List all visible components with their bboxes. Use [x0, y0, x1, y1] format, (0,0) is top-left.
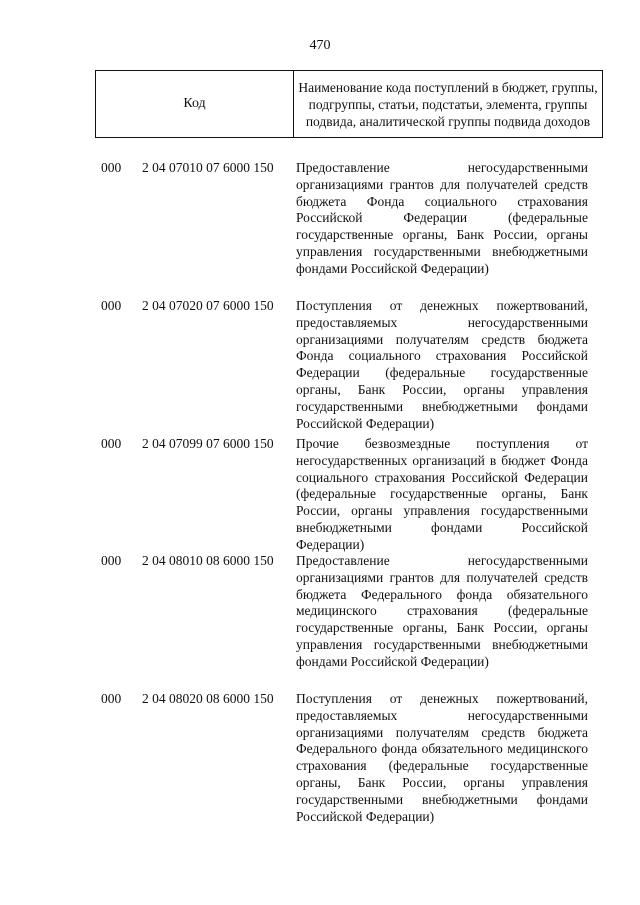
table-row [0, 691, 640, 841]
admin-code-cell: 000 [101, 436, 122, 451]
table-row [0, 436, 640, 553]
budget-code-cell: 2 04 08020 08 6000 150 [142, 691, 274, 706]
table-row [0, 160, 640, 298]
table-body [0, 160, 640, 841]
admin-code-cell: 000 [101, 553, 122, 568]
table-header [95, 70, 603, 138]
budget-code-cell: 2 04 07020 07 6000 150 [142, 298, 274, 313]
code-column-header: Код [96, 71, 294, 137]
budget-code-cell: 2 04 08010 08 6000 150 [142, 553, 274, 568]
table-row [0, 553, 640, 691]
budget-code-cell: 2 04 07010 07 6000 150 [142, 160, 274, 175]
name-column-header: Наименование кода поступлений в бюджет, группы, подгруппы, статьи, подстатьи, элемента, группы подвида, аналитической группы подвида доходов [298, 79, 598, 129]
description-cell: Предоставление негосударственными организациями грантов для получателей средств бюджета Федерального фонда обязательного медицинского страхования (федеральные государственные органы, Банк России, органы управления государственными внебюджетными фондами Российской Федерации) [296, 553, 588, 669]
description-cell: Предоставление негосударственными организациями грантов для получателей средств бюджета Фонда социального страхования Российской Федерации (федеральные государственные органы, Банк России, органы управления государственными внебюджетными фондами Российской Федерации) [296, 160, 588, 276]
admin-code-cell: 000 [101, 691, 122, 706]
description-cell: Прочие безвозмездные поступления от негосударственных организаций в бюджет Фонда социального страхования Российской Федерации (федеральные государственные органы, Банк России, органы управления государственными внебюджетными фондами Российской Федерации) [296, 436, 588, 552]
description-cell: Поступления от денежных пожертвований, предоставляемых негосударственными организациями получателям средств бюджета Фонда социального страхования Российской Федерации (федеральные государственные органы, Банк России, органы управления государственными внебюджетными фондами Российской Федерации) [296, 298, 588, 431]
admin-code-cell: 000 [101, 160, 122, 175]
budget-code-cell: 2 04 07099 07 6000 150 [142, 436, 274, 451]
page-number: 470 [309, 38, 331, 53]
admin-code-cell: 000 [101, 298, 122, 313]
description-cell: Поступления от денежных пожертвований, предоставляемых негосударственными организациями получателям средств бюджета Федерального фонда обязательного медицинского страхования (федеральные государственные органы, Банк России, органы управления государственными внебюджетными фондами Российской Федерации) [296, 691, 588, 824]
table-row [0, 298, 640, 436]
